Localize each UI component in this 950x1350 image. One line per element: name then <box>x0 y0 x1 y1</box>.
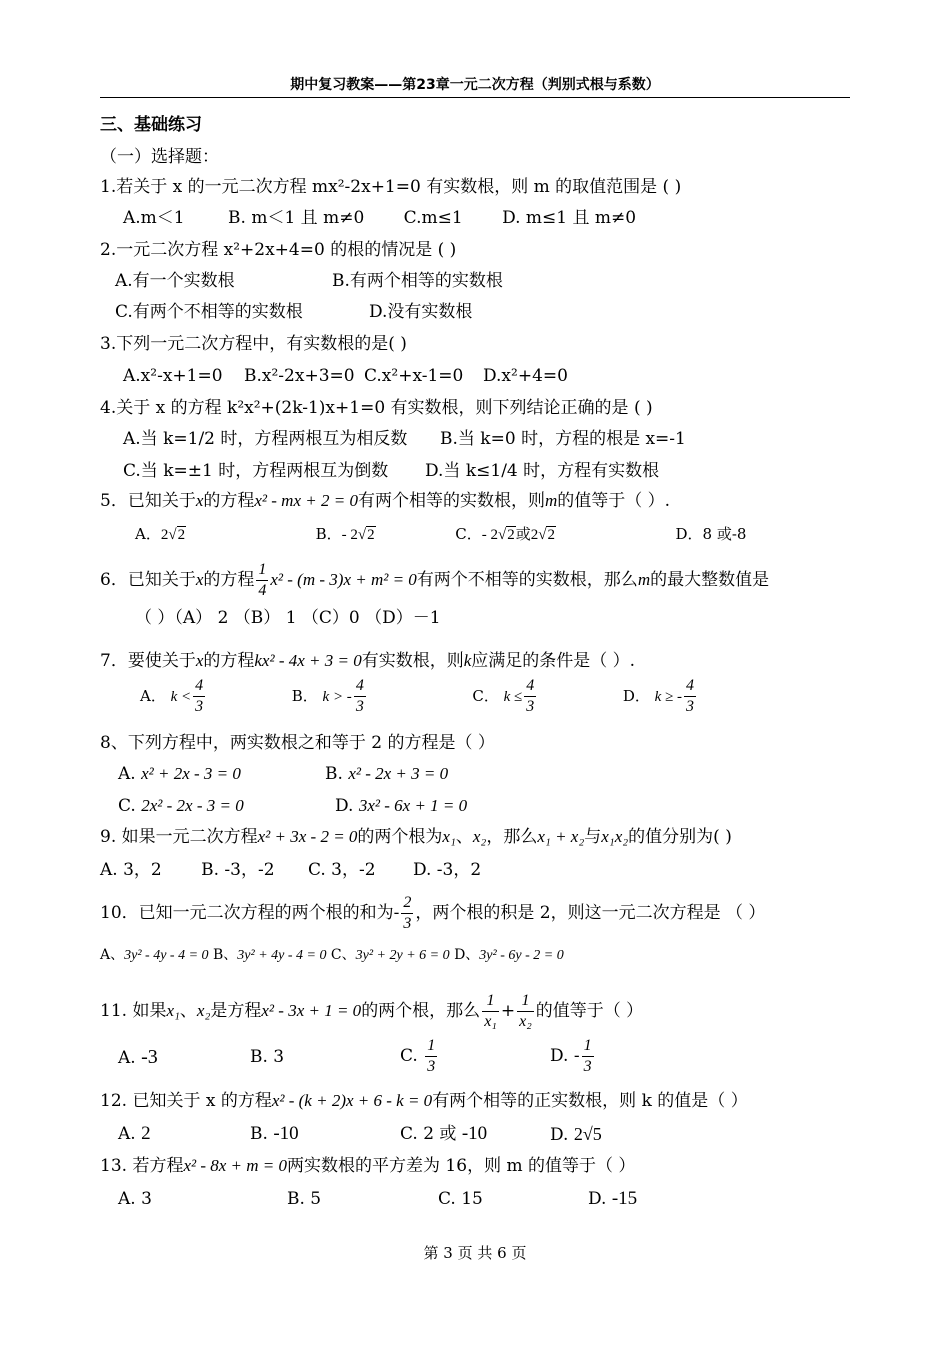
equation: kx² - 4x + 3 = 0 <box>254 651 362 670</box>
question-6-options: （ ）（A） 2 （B） 1 （C）0 （D）－1 <box>135 608 441 628</box>
option-d: D. -15 <box>588 1188 638 1209</box>
page-header: 期中复习教案——第23章一元二次方程（判别式根与系数） <box>290 77 660 93</box>
fraction: $\frac{1}{4}$ <box>258 561 267 599</box>
option-d: D. 2√5 <box>550 1124 602 1145</box>
fraction: $\frac{2}{3}$ <box>403 894 412 932</box>
equation: x² - 3x + 1 = 0 <box>261 1001 362 1020</box>
question-11: 11. 如果x₁、x₂是方程x² - 3x + 1 = 0的两个根，那么 $\frac{1}{\text{x₁}}$ + $\frac{1}{\text{x₂}}$ 的值等于（ ） <box>100 992 644 1030</box>
option-a: A、3y² - 4y - 4 = 0 <box>100 947 209 963</box>
question-9-options <box>100 859 481 881</box>
equation: x² - (m - 3)x + m² = 0 <box>270 570 417 589</box>
var-x: x <box>195 491 204 510</box>
question-2: 2.一元二次方程 x²+2x+4=0 的根的情况是 ( ) <box>100 240 457 260</box>
section-subtitle: （一）选择题： <box>100 147 219 167</box>
option-c: C. 3，-2 <box>307 860 376 880</box>
option-d: D. -3，2 <box>412 860 482 880</box>
option-d: D.x²+4=0 <box>483 366 568 386</box>
option-a: A. 2 <box>118 1123 151 1144</box>
option-b: B. x² - 2x + 3 = 0 <box>325 764 449 784</box>
question-7: 7．要使关于x的方程kx² - 4x + 3 = 0有实数根，则k应满足的条件是（ ）. <box>100 651 636 671</box>
option-d: D、3y² - 6y - 2 = 0 <box>454 947 564 963</box>
option-a: A.有一个实数根 <box>115 271 235 291</box>
option-d: D． k ≥ - $\frac{4}{3}$ <box>622 677 695 715</box>
var-m: m <box>544 491 558 510</box>
option-c: C、3y² + 2y + 6 = 0 <box>330 947 450 963</box>
option-b: B. m＜1 且 m≠0 <box>228 208 365 228</box>
option-b: B.有两个相等的实数根 <box>332 271 503 291</box>
question-8: 8、下列方程中，两实数根之和等于 2 的方程是（ ） <box>100 733 495 753</box>
option-c: C.当 k=±1 时，方程两根互为倒数 <box>123 461 389 481</box>
option-b: B. -3，-2 <box>201 860 275 880</box>
question-5: 5．已知关于x的方程x² - mx + 2 = 0有两个相等的实数根，则m的值等于（ ）. <box>100 491 671 511</box>
question-1-options <box>123 207 636 229</box>
option-c: C.有两个不相等的实数根 <box>115 302 303 322</box>
equation: x² + 3x - 2 = 0 <box>257 827 358 846</box>
option-a: A． k < $\frac{4}{3}$ <box>140 677 204 715</box>
question-4: 4.关于 x 的方程 k²x²+(2k-1)x+1=0 有实数根，则下列结论正确的是 ( ) <box>100 398 653 418</box>
option-c: C. 15 <box>438 1189 483 1209</box>
equation: x² - 8x + m = 0 <box>183 1156 288 1175</box>
option-a: A. -3 <box>118 1046 158 1068</box>
option-c: C.x²+x-1=0 <box>364 366 464 386</box>
question-6: 6．已知关于x的方程 $\frac{1}{4}$ x² - (m - 3)x + m² = 0有两个不相等的实数根，那么m的最大整数值是 <box>100 561 770 599</box>
option-d: D. m≤1 且 m≠0 <box>502 208 637 228</box>
option-d: D. 3x² - 6x + 1 = 0 <box>335 796 468 816</box>
page-footer: 第 3 页 共 6 页 <box>423 1244 527 1262</box>
option-d: D．8 或-8 <box>675 525 747 543</box>
question-13: 13. 若方程x² - 8x + m = 0两实数根的平方差为 16，则 m 的值等于（ ） <box>100 1156 636 1176</box>
option-d: D.没有实数根 <box>369 302 473 322</box>
option-b: B.x²-2x+3=0 <box>244 366 355 386</box>
option-a: A. 3 <box>118 1189 152 1209</box>
section-title: 三、基础练习 <box>100 115 202 135</box>
option-d: D.当 k≤1/4 时，方程有实数根 <box>425 461 660 481</box>
equation: x² - (k + 2)x + 6 - k = 0 <box>271 1091 433 1110</box>
option-d: D. - $\frac{1}{3}$ <box>550 1037 592 1075</box>
option-b: B. -10 <box>250 1123 299 1144</box>
var-k: k <box>463 651 472 670</box>
option-c: C．- 2√2或2√2 <box>455 525 555 543</box>
option-a: A．2√2 <box>135 525 186 543</box>
question-10: 10．已知一元二次方程的两个根的和为- $\frac{2}{3}$ ，两个根的积是 2，则这一元二次方程是 （ ） <box>100 894 766 932</box>
option-b: B.当 k=0 时，方程的根是 x=-1 <box>440 429 686 449</box>
option-c: C. 2 或 -10 <box>400 1123 488 1144</box>
equation: x² - mx + 2 = 0 <box>254 491 358 510</box>
option-b: B、3y² + 4y - 4 = 0 <box>212 947 327 963</box>
option-a: A. 3，2 <box>100 860 162 880</box>
option-a: A. x² + 2x - 3 = 0 <box>118 764 241 784</box>
option-b: B．- 2√2 <box>315 525 375 543</box>
var-x: x <box>195 651 204 670</box>
option-c: C. 2x² - 2x - 3 = 0 <box>118 796 244 816</box>
question-12: 12. 已知关于 x 的方程x² - (k + 2)x + 6 - k = 0有两个相等的正实数根，则 k 的值是（ ） <box>100 1091 748 1111</box>
question-3: 3.下列一元二次方程中，有实数根的是( ) <box>100 334 407 354</box>
question-7-options <box>140 676 698 717</box>
option-c: C. $\frac{1}{3}$ <box>400 1037 436 1075</box>
option-b: B. 3 <box>250 1047 285 1067</box>
question-10-options <box>100 944 564 967</box>
question-5-options <box>135 523 746 546</box>
var-x: x <box>195 570 204 589</box>
option-a: A.m＜1 <box>123 208 185 228</box>
option-a: A.当 k=1/2 时，方程两根互为相反数 <box>123 429 408 449</box>
question-9: 9. 如果一元二次方程x² + 3x - 2 = 0的两个根为x₁、x₂，那么x₁ + x₂与x₁x₂的值分别为( ) <box>100 827 732 847</box>
option-c: C． k ≤ $\frac{4}{3}$ <box>472 677 535 715</box>
var-m: m <box>637 570 651 589</box>
option-b: B. 5 <box>287 1189 322 1209</box>
option-a: A.x²-x+1=0 <box>123 366 223 386</box>
header-rule <box>100 97 850 98</box>
option-b: B． k > - $\frac{4}{3}$ <box>291 677 364 715</box>
question-1: 1.若关于 x 的一元二次方程 mx²-2x+1=0 有实数根，则 m 的取值范围是 ( ) <box>100 177 682 197</box>
option-c: C.m≤1 <box>403 208 463 228</box>
